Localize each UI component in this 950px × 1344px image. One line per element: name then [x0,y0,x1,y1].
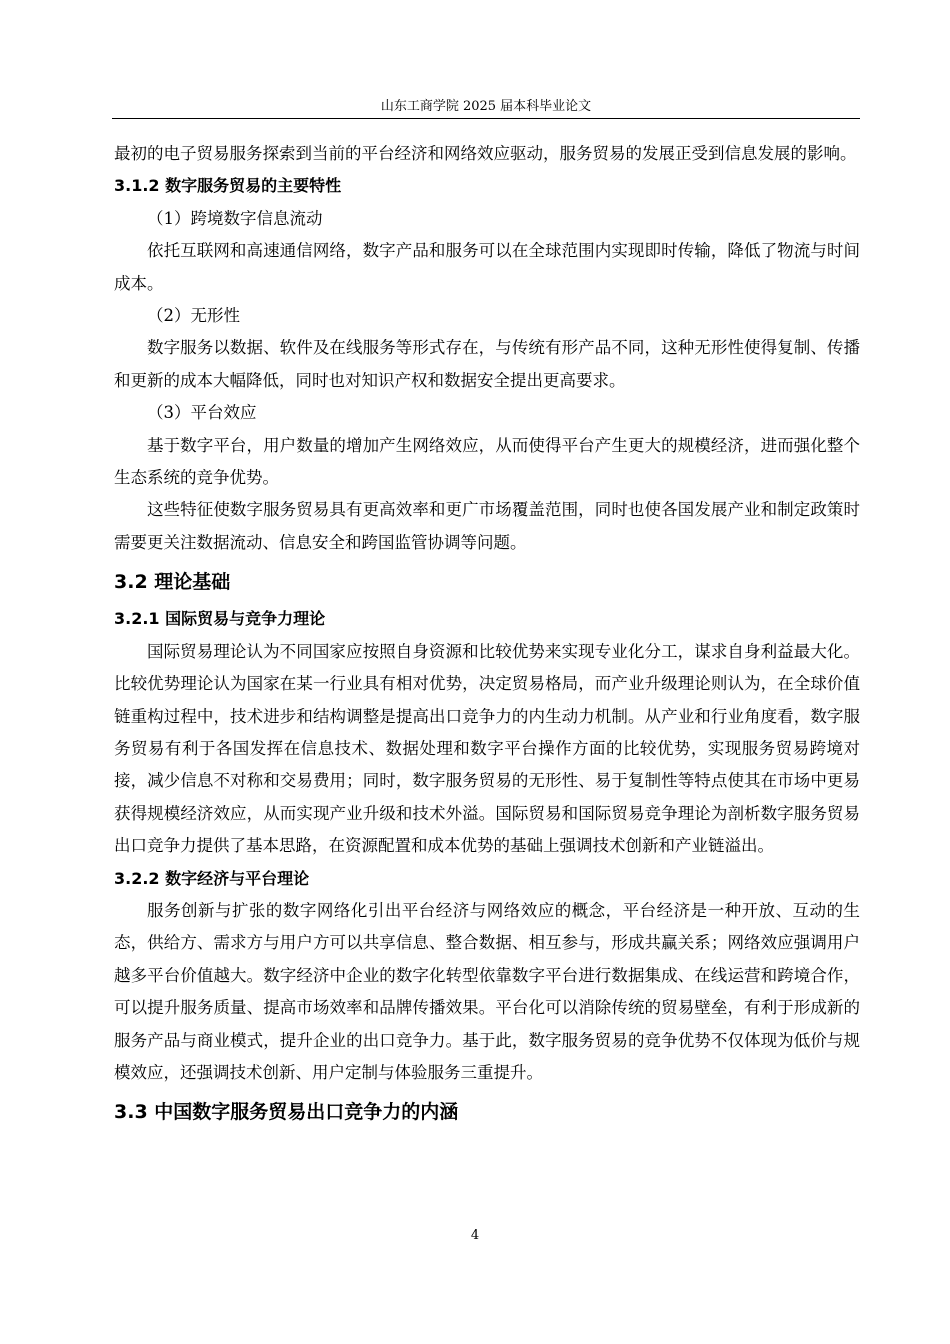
paragraph: 基于数字平台，用户数量的增加产生网络效应，从而使得平台产生更大的规模经济，进而强化整个生态系统的竞争优势。 [114,435,860,488]
page-number: 4 [470,1228,480,1243]
page-body [114,138,860,1133]
page-header: 山东工商学院 2025 届本科毕业论文 [380,99,592,114]
paragraph: 这些特征使数字服务贸易具有更高效率和更广市场覆盖范围，同时也使各国发展产业和制定政策时需要更关注数据流动、信息安全和跨国监管协调等问题。 [114,500,860,552]
list-item-heading: （3）平台效应 [147,403,257,423]
section-heading-3-2-2: 3.2.2 数字经济与平台理论 [114,868,310,888]
section-heading-3-1-2: 3.1.2 数字服务贸易的主要特性 [114,176,342,196]
section-heading-3-3: 3.3 中国数字服务贸易出口竞争力的内涵 [114,1101,459,1124]
paragraph: 数字服务以数据、软件及在线服务等形式存在，与传统有形产品不同，这种无形性使得复制、传播和更新的成本大幅降低，同时也对知识产权和数据安全提出更高要求。 [114,338,860,390]
header-rule [112,118,860,119]
paragraph: 国际贸易理论认为不同国家应按照自身资源和比较优势来实现专业化分工，谋求自身利益最大化。比较优势理论认为国家在某一行业具有相对优势，决定贸易格局，而产业升级理论则认为，在全球价值链重构过程中，技术进步和结构调整是提高出口竞争力的内生动力机制。从产业和行业角度看，数字服务贸易有利于各国发挥在信息技术、数据处理和数字平台操作方面的比较优势，实现服务贸易跨境对接，减少信息不对称和交易费用；同时，数字服务贸易的无形性、易于复制性等特点使其在市场中更易获得规模经济效应，从而实现产业升级和技术外溢。国际贸易和国际贸易竞争理论为剖析数字服务贸易出口竞争力提供了基本思路，在资源配置和成本优势的基础上强调技术创新和产业链溢出。 [114,641,860,856]
list-item-heading: （2）无形性 [147,306,240,326]
section-heading-3-2-1: 3.2.1 国际贸易与竞争力理论 [114,609,326,629]
list-item-heading: （1）跨境数字信息流动 [147,208,323,228]
paragraph: 最初的电子贸易服务探索到当前的平台经济和网络效应驱动，服务贸易的发展正受到信息发展的影响。 [114,144,857,163]
section-heading-3-2: 3.2 理论基础 [114,571,231,594]
paragraph: 服务创新与扩张的数字网络化引出平台经济与网络效应的概念，平台经济是一种开放、互动的生态，供给方、需求方与用户方可以共享信息、整合数据、相互参与，形成共赢关系；网络效应强调用户越多平台价值越大。数字经济中企业的数字化转型依靠数字平台进行数据集成、在线运营和跨境合作，可以提升服务质量、提高市场效率和品牌传播效果。平台化可以消除传统的贸易壁垒，有利于形成新的服务产品与商业模式，提升企业的出口竞争力。基于此，数字服务贸易的竞争优势不仅体现为低价与规模效应，还强调技术创新、用户定制与体验服务三重提升。 [114,900,860,1082]
paragraph: 依托互联网和高速通信网络，数字产品和服务可以在全球范围内实现即时传输，降低了物流与时间成本。 [114,241,860,293]
